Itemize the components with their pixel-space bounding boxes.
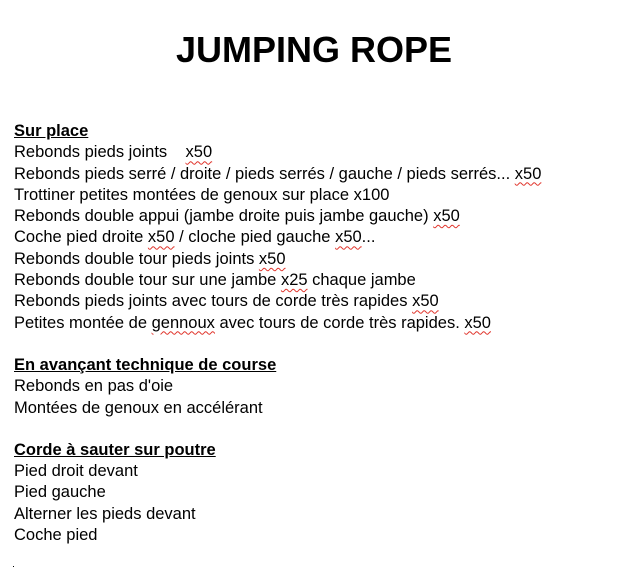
line-text: Rebonds pieds joints <box>14 143 186 162</box>
spellcheck-flagged-text: x25 <box>280 271 308 290</box>
spellcheck-flagged-text: x50 <box>335 228 362 247</box>
document-body <box>14 121 614 567</box>
section <box>14 355 614 419</box>
line-text: Rebonds double tour pieds joints <box>14 249 259 268</box>
spellcheck-flagged-text: x50 <box>464 313 491 332</box>
page-title: JUMPING ROPE <box>175 29 453 70</box>
exercise-line <box>14 185 614 206</box>
line-text: Pied gauche <box>14 483 106 502</box>
line-text: Pied droit devant <box>14 462 138 481</box>
exercise-line <box>14 164 614 185</box>
line-text: Alterner les pieds devant <box>14 504 196 523</box>
exercise-line <box>14 525 614 546</box>
line-text: Rebonds pieds serré / droite / pieds serrés / gauche / pieds serrés... <box>14 164 515 183</box>
spellcheck-flagged-text: x50 <box>147 228 175 247</box>
line-text: Rebonds pieds joints avec tours de corde très rapides <box>14 292 413 311</box>
line-text: Rebonds en pas d'oie <box>14 377 174 396</box>
exercise-line <box>14 398 614 419</box>
exercise-line <box>14 270 614 291</box>
spellcheck-flagged-text: x50 <box>412 292 439 311</box>
spellcheck-flagged-text: x50 <box>185 143 213 162</box>
exercise-line <box>14 482 614 503</box>
exercise-line <box>14 313 614 334</box>
exercise-line <box>14 227 614 248</box>
stray-dot <box>13 566 14 567</box>
line-text: Trottiner petites montées de genoux sur place x100 <box>14 185 390 204</box>
section-title: En avançant technique de course <box>14 355 277 374</box>
line-text: / cloche pied gauche <box>174 228 336 247</box>
line-text: Coche pied droite <box>14 228 148 247</box>
line-text: Coche pied <box>14 526 98 545</box>
line-text: Rebonds double appui (jambe droite puis jambe gauche) <box>14 207 434 226</box>
section-title: Sur place <box>14 122 89 140</box>
section <box>14 440 614 546</box>
line-text: avec tours de corde très rapides. <box>214 313 465 332</box>
exercise-line <box>14 504 614 525</box>
section-title: Corde à sauter sur poutre <box>14 440 216 459</box>
line-text: Petites montée de <box>14 313 152 332</box>
exercise-line <box>14 461 614 482</box>
spellcheck-flagged-text: x50 <box>514 164 542 183</box>
line-text: Rebonds double tour sur une jambe <box>14 271 281 290</box>
line-text: ... <box>361 228 376 247</box>
exercise-line <box>14 249 614 270</box>
exercise-line <box>14 376 614 397</box>
exercise-line <box>14 142 614 163</box>
line-text: Montées de genoux en accélérant <box>14 398 263 417</box>
spellcheck-flagged-text: x50 <box>433 207 460 226</box>
exercise-line <box>14 291 614 312</box>
line-text: chaque jambe <box>307 271 416 290</box>
spellcheck-flagged-text: gennoux <box>151 313 215 332</box>
section <box>14 121 614 334</box>
spellcheck-flagged-text: x50 <box>258 249 286 268</box>
exercise-line <box>14 206 614 227</box>
